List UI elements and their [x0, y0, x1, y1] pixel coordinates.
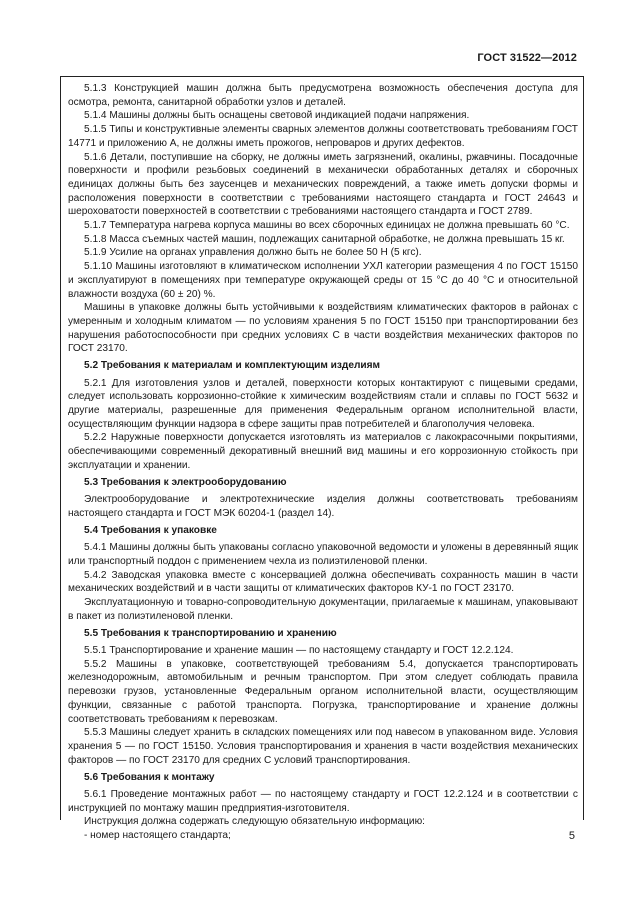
- paragraph-5-1-4: 5.1.4 Машины должны быть оснащены световой индикацией подачи напряжения.: [84, 110, 470, 122]
- list-item-standard-number: - номер настоящего стандарта;: [84, 830, 231, 842]
- standard-header: ГОСТ 31522—2012: [477, 52, 577, 64]
- paragraph-instruction-info: Инструкция должна содержать следующую обязательную информацию:: [84, 816, 425, 828]
- paragraph-5-3: Электрооборудование и электротехнические изделия должны соответствовать требованиям настоящего стандарта и ГОСТ МЭК 60204-1 (раздел 14).: [68, 494, 578, 519]
- paragraph-5-1-10: 5.1.10 Машины изготовляют в климатическом исполнении УХЛ категории размещения 4 по ГОСТ 15150 и эксплуатируют в помещениях при температуре окружающей среды от 15 °С до 40 °С и относительной влажности воздуха (60 ± 20) %.: [68, 261, 578, 300]
- paragraph-5-4-2: 5.4.2 Заводская упаковка вместе с консервацией должна обеспечивать сохранность машин в части механических воздействий и в части защиты от климатических факторов КУ-1 по ГОСТ 23170.: [68, 569, 578, 595]
- paragraph-5-1-7: 5.1.7 Температура нагрева корпуса машины во всех сборочных единицах не должна превышать 60 °С.: [84, 220, 570, 232]
- section-heading-5-6: 5.6 Требования к монтажу: [84, 771, 215, 783]
- section-heading-5-2: 5.2 Требования к материалам и комплектующим изделиям: [84, 360, 381, 372]
- section-heading-5-4: 5.4 Требования к упаковке: [84, 524, 217, 536]
- paragraph-5-1-6: 5.1.6 Детали, поступившие на сборку, не должны иметь загрязнений, окалины, ржавчины. Посадочные поверхности и профили резьбовых соединений в механически обработанных деталях и сборочных единицах должны быть без заусенцев и механических повреждений, а также иметь допуски формы и расположения поверхности в соответствии с требованиями настоящего стандарта и ГОСТ 24643 и шероховатости поверхностей в соответствии с требованиями настоящего стандарта и ГОСТ 2789.: [68, 151, 578, 218]
- page-number: 5: [568, 830, 575, 842]
- section-heading-5-3: 5.3 Требования к электрооборудованию: [84, 476, 287, 488]
- paragraph-5-5-3: 5.5.3 Машины следует хранить в складских помещениях или под навесом в упакованном виде. Условия хранения 5 — по ГОСТ 15150. Условия транспортирования и хранения в части воздействия механических факторов — по ГОСТ 23170 для средних С условий транспортирования.: [68, 727, 578, 766]
- paragraph-5-5-1: 5.5.1 Транспортирование и хранение машин — по настоящему стандарту и ГОСТ 12.2.124.: [84, 644, 514, 656]
- paragraph-packaging-climate: Машины в упаковке должны быть устойчивыми к воздействиям климатических факторов в районах с умеренным и холодным климатом — по условиям хранения 5 по ГОСТ 15150 при транспортировании без нарушения работоспособности при средних условиях С в части воздействия механических факторов по ГОСТ 23170.: [68, 302, 578, 355]
- paragraph-5-4-1: 5.4.1 Машины должны быть упакованы согласно упаковочной ведомости и уложены в деревянный ящик или транспортный поддон с применением чехла из полиэтиленовой пленки.: [68, 542, 578, 567]
- paragraph-5-1-3: 5.1.3 Конструкцией машин должна быть предусмотрена возможность обеспечения доступа для осмотра, ремонта, санитарной обработки узлов и деталей.: [68, 83, 578, 108]
- paragraph-5-1-5: 5.1.5 Типы и конструктивные элементы сварных элементов должны соответствовать требованиям ГОСТ 14771 и приложению А, не должны иметь прожогов, непроваров и других дефектов.: [68, 124, 578, 149]
- paragraph-5-2-2: 5.2.2 Наружные поверхности допускается изготовлять из материалов с лакокрасочными покрытиями, обеспечивающими современный декоративный внешний вид машины и его коррозионную стойкость при эксплуатации и хранении.: [68, 432, 578, 471]
- paragraph-5-5-2: 5.5.2 Машины в упаковке, соответствующей требованиям 5.4, допускается транспортировать железнодорожным, автомобильным и речным транспортом. При этом следует соблюдать правила перевозки грузов, установленные Федеральным органом исполнительной власти, осуществляющим функции, связанные с работой транспорта. Погрузка, транспортирование и хранение должны соответствовать требованиям к перевозкам.: [68, 658, 578, 725]
- paragraph-5-2-1: 5.2.1 Для изготовления узлов и деталей, поверхности которых контактируют с пищевыми средами, следует использовать коррозионно-стойкие к химическим воздействиям стали и сплавы по ГОСТ 5632 и другие материалы, разрешенные для применения Федеральным органом исполнительной власти, осуществляющим функции надзора в сфере защиты прав потребителей и благополучия человека.: [68, 377, 578, 430]
- document-body: [68, 82, 578, 843]
- paragraph-5-6-1: 5.6.1 Проведение монтажных работ — по настоящему стандарту и ГОСТ 12.2.124 и в соответствии с инструкцией по монтажу машин предприятия-изготовителя.: [68, 788, 578, 814]
- section-heading-5-5: 5.5 Требования к транспортированию и хранению: [84, 627, 337, 639]
- paragraph-5-1-8: 5.1.8 Масса съемных частей машин, подлежащих санитарной обработке, не должна превышать 15 кг.: [84, 233, 565, 245]
- paragraph-documentation-packing: Эксплуатационную и товарно-сопроводительную документации, прилагаемые к машинам, упаковывают в пакет из полиэтиленовой пленки.: [68, 596, 578, 622]
- paragraph-5-1-9: 5.1.9 Усилие на органах управления должно быть не более 50 Н (5 кгс).: [84, 247, 422, 259]
